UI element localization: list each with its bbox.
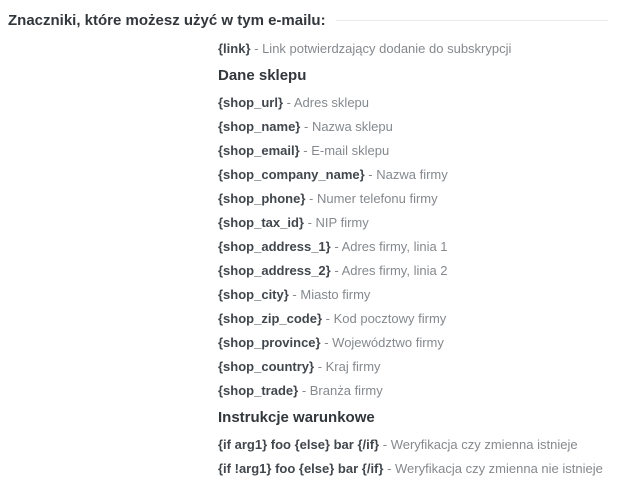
- tag-description: Adres sklepu: [293, 95, 370, 110]
- tag-code: {shop_trade}: [218, 383, 299, 398]
- tag-row: [218, 91, 610, 115]
- tags-list: [218, 37, 610, 481]
- tag-row: [218, 211, 610, 235]
- tag-description: Weryfikacja czy zmienna nie istnieje: [395, 461, 603, 476]
- tag-description: Link potwierdzający dodanie do subskrypcji: [262, 41, 512, 56]
- tag-separator: -: [379, 437, 391, 452]
- tag-description: NIP firmy: [315, 215, 369, 230]
- tag-code: {link}: [218, 41, 251, 56]
- tag-code: {if !arg1} foo {else} bar {/if}: [218, 461, 384, 476]
- tag-row: [218, 235, 610, 259]
- tag-separator: -: [250, 41, 263, 56]
- tag-code: {shop_url}: [218, 95, 284, 110]
- tag-code: {shop_city}: [218, 287, 289, 302]
- tag-row: [218, 139, 610, 163]
- tag-separator: -: [288, 287, 301, 302]
- tag-row: [218, 379, 610, 403]
- tag-description: Numer telefonu firmy: [316, 191, 438, 206]
- tag-description: Kod pocztowy firmy: [333, 311, 447, 326]
- tag-row: [218, 331, 610, 355]
- tag-row: [218, 187, 610, 211]
- tag-separator: -: [320, 335, 333, 350]
- tag-row: [218, 115, 610, 139]
- tag-description: Adres firmy, linia 1: [341, 239, 448, 254]
- tag-description: Miasto firmy: [300, 287, 371, 302]
- tag-separator: -: [322, 311, 334, 326]
- tag-code: {shop_address_2}: [218, 263, 331, 278]
- tag-code: {shop_tax_id}: [218, 215, 304, 230]
- tag-row: [218, 307, 610, 331]
- tag-description: Kraj firmy: [325, 359, 381, 374]
- group-header: Instrukcje warunkowe: [218, 409, 375, 426]
- tag-code: {shop_email}: [218, 143, 300, 158]
- tag-code: {shop_country}: [218, 359, 315, 374]
- tag-description: Województwo firmy: [332, 335, 444, 350]
- tag-description: Nazwa firmy: [376, 167, 448, 182]
- tag-code: {if arg1} foo {else} bar {/if}: [218, 437, 380, 452]
- tag-separator: -: [305, 191, 317, 206]
- tag-code: {shop_name}: [218, 119, 301, 134]
- tag-separator: -: [283, 95, 294, 110]
- group-header: Dane sklepu: [218, 67, 307, 84]
- tag-row: [218, 163, 610, 187]
- tag-separator: -: [298, 383, 310, 398]
- tag-description: Branża firmy: [309, 383, 383, 398]
- tag-code: {shop_company_name}: [218, 167, 365, 182]
- tag-row: [218, 433, 610, 457]
- tag-code: {shop_province}: [218, 335, 321, 350]
- tag-description: Adres firmy, linia 2: [341, 263, 448, 278]
- tag-separator: -: [330, 263, 342, 278]
- tag-description: Nazwa sklepu: [311, 119, 393, 134]
- tag-separator: -: [300, 119, 312, 134]
- tag-separator: -: [330, 239, 342, 254]
- section-title: Znaczniki, które możesz użyć w tym e-mailu:: [8, 12, 326, 29]
- tag-row: [218, 355, 610, 379]
- tag-code: {shop_phone}: [218, 191, 306, 206]
- tag-separator: -: [364, 167, 377, 182]
- tag-row: [218, 457, 610, 481]
- section-header: [8, 12, 610, 29]
- tag-description: Weryfikacja czy zmienna istnieje: [390, 437, 578, 452]
- tag-separator: -: [299, 143, 312, 158]
- tag-code: {shop_zip_code}: [218, 311, 323, 326]
- tag-row: [218, 259, 610, 283]
- tag-separator: -: [383, 461, 396, 476]
- section-divider: [336, 20, 608, 21]
- tag-separator: -: [303, 215, 316, 230]
- tag-row: [218, 283, 610, 307]
- tag-code: {shop_address_1}: [218, 239, 331, 254]
- tag-separator: -: [314, 359, 326, 374]
- tag-description: E-mail sklepu: [311, 143, 390, 158]
- tag-row: [218, 37, 610, 61]
